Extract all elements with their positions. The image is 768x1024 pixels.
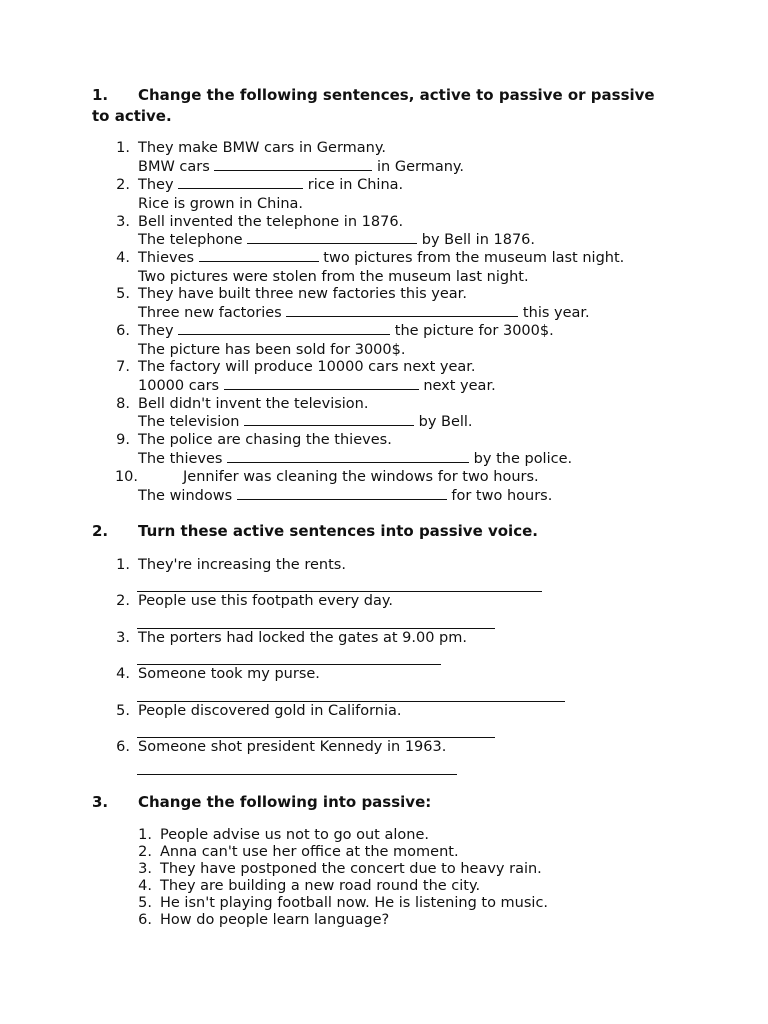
s2-item6-sentence: Someone shot president Kennedy in 1963. <box>138 739 447 755</box>
s1-item2-sentence-post: rice in China. <box>303 177 404 193</box>
section1-heading <box>92 85 692 127</box>
s1-item2-sentence <box>138 176 403 194</box>
s1-item7-answer <box>138 377 496 395</box>
s2-item3-number: 3. <box>116 630 130 646</box>
s1-item3-blank[interactable] <box>247 231 417 244</box>
s2-item6-answer-line[interactable] <box>137 774 457 775</box>
section3-number: 3. <box>92 793 109 811</box>
s1-item4-answer: Two pictures were stolen from the museum last night. <box>138 269 529 285</box>
s1-item5-answer <box>138 304 590 322</box>
s1-item8-answer-pre: The television <box>138 414 244 430</box>
section3-title: Change the following into passive: <box>138 793 432 811</box>
s1-item3-number: 3. <box>116 214 130 230</box>
s1-item10-answer-pre: The windows <box>138 488 237 504</box>
s1-item5-answer-post: this year. <box>518 305 590 321</box>
s1-item5-number: 5. <box>116 286 130 302</box>
s1-item3-answer-post: by Bell in 1876. <box>417 232 536 248</box>
s2-item5-sentence: People discovered gold in California. <box>138 703 402 719</box>
section2-heading <box>92 521 692 542</box>
s2-item6-number: 6. <box>116 739 130 755</box>
s1-item2-blank[interactable] <box>178 176 303 189</box>
s3-item5-number: 5. <box>138 895 152 911</box>
section1-number: 1. <box>92 86 109 104</box>
s1-item5-blank[interactable] <box>286 304 518 317</box>
s2-item1-sentence: They're increasing the rents. <box>138 557 346 573</box>
s2-item4-number: 4. <box>116 666 130 682</box>
s3-item5-sentence: He isn't playing football now. He is listening to music. <box>160 895 549 911</box>
s1-item8-blank[interactable] <box>244 413 414 426</box>
s2-item2-number: 2. <box>116 593 130 609</box>
s1-item10-answer-post: for two hours. <box>446 488 553 504</box>
s1-item6-blank[interactable] <box>178 322 390 335</box>
s1-item6-sentence-post: the picture for 3000$. <box>390 323 554 339</box>
s2-item1-number: 1. <box>116 557 130 573</box>
s1-item10-answer <box>138 487 552 505</box>
s2-item2-sentence: People use this footpath every day. <box>138 593 394 609</box>
s1-item4-number: 4. <box>116 250 130 266</box>
s1-item6-sentence-pre: They <box>138 323 179 339</box>
s1-item9-answer-pre: The thieves <box>138 451 228 467</box>
section1-title: Change the following sentences, active to passive or passive <box>138 86 655 104</box>
s1-item9-answer-post: by the police. <box>469 451 573 467</box>
section2-title: Turn these active sentences into passive voice. <box>138 522 538 540</box>
s1-item5-sentence: They have built three new factories this year. <box>138 286 467 302</box>
s3-item6-number: 6. <box>138 912 152 928</box>
s1-item4-blank[interactable] <box>199 249 319 262</box>
s1-item6-number: 6. <box>116 323 130 339</box>
s1-item9-blank[interactable] <box>227 450 469 463</box>
section2-number: 2. <box>92 522 109 540</box>
s1-item3-sentence: Bell invented the telephone in 1876. <box>138 214 404 230</box>
s1-item6-sentence <box>138 322 554 340</box>
s1-item3-answer <box>138 231 535 249</box>
s1-item7-sentence: The factory will produce 10000 cars next year. <box>138 359 476 375</box>
section3-heading <box>92 792 692 813</box>
section1-title-cont: to active. <box>92 107 172 125</box>
s1-item1-answer-pre: BMW cars <box>138 159 215 175</box>
s1-item8-answer <box>138 413 473 431</box>
s1-item1-number: 1. <box>116 140 130 156</box>
s1-item3-answer-pre: The telephone <box>138 232 248 248</box>
s1-item2-number: 2. <box>116 177 130 193</box>
s1-item10-number: 10. <box>114 469 138 485</box>
s1-item9-answer <box>138 450 572 468</box>
s1-item10-sentence: Jennifer was cleaning the windows for two hours. <box>183 469 539 485</box>
s1-item7-blank[interactable] <box>224 377 419 390</box>
s1-item2-sentence-pre: They <box>138 177 179 193</box>
s3-item2-number: 2. <box>138 844 152 860</box>
s1-item1-answer-post: in Germany. <box>372 159 465 175</box>
s1-item2-answer: Rice is grown in China. <box>138 196 304 212</box>
s1-item4-sentence-pre: Thieves <box>138 250 199 266</box>
s2-item3-sentence: The porters had locked the gates at 9.00 pm. <box>138 630 467 646</box>
s1-item8-sentence: Bell didn't invent the television. <box>138 396 369 412</box>
s1-item4-sentence <box>138 249 624 267</box>
s1-item10-blank[interactable] <box>237 487 447 500</box>
s1-item5-answer-pre: Three new factories <box>138 305 287 321</box>
s1-item4-sentence-post: two pictures from the museum last night. <box>318 250 625 266</box>
s1-item1-answer <box>138 158 464 176</box>
s1-item7-number: 7. <box>116 359 130 375</box>
s1-item9-sentence: The police are chasing the thieves. <box>138 432 392 448</box>
s3-item4-number: 4. <box>138 878 152 894</box>
s1-item8-number: 8. <box>116 396 130 412</box>
s2-item5-number: 5. <box>116 703 130 719</box>
s3-item3-number: 3. <box>138 861 152 877</box>
s1-item1-blank[interactable] <box>214 158 372 171</box>
s3-item2-sentence: Anna can't use her office at the moment. <box>160 844 459 860</box>
s1-item1-sentence: They make BMW cars in Germany. <box>138 140 386 156</box>
s3-item1-sentence: People advise us not to go out alone. <box>160 827 429 843</box>
s3-item3-sentence: They have postponed the concert due to heavy rain. <box>160 861 542 877</box>
s3-item1-number: 1. <box>138 827 152 843</box>
s1-item7-answer-pre: 10000 cars <box>138 378 224 394</box>
s1-item6-answer: The picture has been sold for 3000$. <box>138 342 406 358</box>
s2-item4-sentence: Someone took my purse. <box>138 666 320 682</box>
s3-item4-sentence: They are building a new road round the city. <box>160 878 481 894</box>
s3-item6-sentence: How do people learn language? <box>160 912 390 928</box>
s1-item8-answer-post: by Bell. <box>414 414 473 430</box>
s1-item9-number: 9. <box>116 432 130 448</box>
s1-item7-answer-post: next year. <box>418 378 496 394</box>
